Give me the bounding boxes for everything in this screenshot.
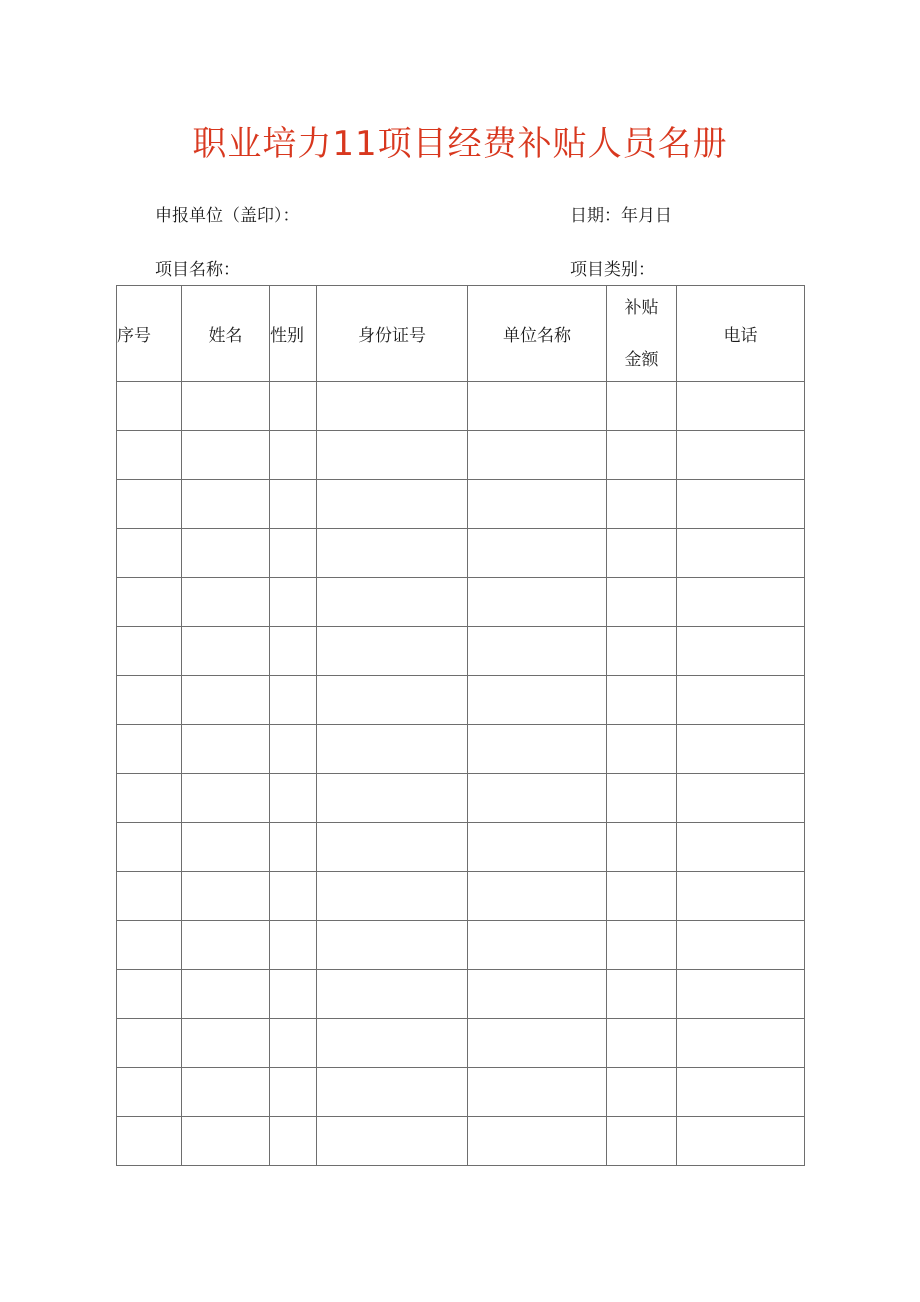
cell-gender[interactable] — [270, 1019, 317, 1068]
cell-gender[interactable] — [270, 823, 317, 872]
cell-name[interactable] — [182, 921, 270, 970]
cell-unit-name[interactable] — [468, 382, 607, 431]
cell-name[interactable] — [182, 823, 270, 872]
cell-unit-name[interactable] — [468, 676, 607, 725]
cell-id-number[interactable] — [317, 480, 468, 529]
cell-name[interactable] — [182, 774, 270, 823]
cell-name[interactable] — [182, 529, 270, 578]
table-header-row — [117, 286, 805, 382]
cell-phone[interactable] — [677, 1019, 805, 1068]
cell-phone[interactable] — [677, 529, 805, 578]
table-row — [117, 872, 805, 921]
header-phone: 电话 — [677, 286, 805, 382]
cell-unit-name[interactable] — [468, 1068, 607, 1117]
header-seq: 序号 — [117, 286, 182, 382]
table-row — [117, 529, 805, 578]
cell-id-number[interactable] — [317, 1068, 468, 1117]
cell-id-number[interactable] — [317, 1019, 468, 1068]
cell-gender[interactable] — [270, 970, 317, 1019]
cell-subsidy-amount[interactable] — [607, 1068, 677, 1117]
cell-phone[interactable] — [677, 676, 805, 725]
cell-gender[interactable] — [270, 921, 317, 970]
cell-unit-name[interactable] — [468, 872, 607, 921]
table-row — [117, 382, 805, 431]
header-unit-name: 单位名称 — [468, 286, 607, 382]
cell-subsidy-amount[interactable] — [607, 627, 677, 676]
cell-gender[interactable] — [270, 676, 317, 725]
cell-unit-name[interactable] — [468, 578, 607, 627]
cell-gender[interactable] — [270, 627, 317, 676]
cell-seq[interactable] — [117, 970, 182, 1019]
applicant-unit-label: 申报单位（盖印）： — [155, 206, 300, 226]
cell-name[interactable] — [182, 970, 270, 1019]
cell-gender[interactable] — [270, 1068, 317, 1117]
cell-phone[interactable] — [677, 480, 805, 529]
cell-gender[interactable] — [270, 480, 317, 529]
cell-gender[interactable] — [270, 774, 317, 823]
cell-seq[interactable] — [117, 1019, 182, 1068]
table-row — [117, 627, 805, 676]
cell-seq[interactable] — [117, 823, 182, 872]
header-name: 姓名 — [182, 286, 270, 382]
cell-seq[interactable] — [117, 921, 182, 970]
cell-id-number[interactable] — [317, 1117, 468, 1166]
cell-phone[interactable] — [677, 431, 805, 480]
cell-seq[interactable] — [117, 578, 182, 627]
cell-seq[interactable] — [117, 1068, 182, 1117]
cell-seq[interactable] — [117, 676, 182, 725]
header-subsidy-line2: 金额 — [624, 349, 659, 370]
header-id-number: 身份证号 — [317, 286, 468, 382]
cell-phone[interactable] — [677, 774, 805, 823]
cell-id-number[interactable] — [317, 725, 468, 774]
cell-seq[interactable] — [117, 725, 182, 774]
table-row — [117, 431, 805, 480]
cell-name[interactable] — [182, 1019, 270, 1068]
cell-gender[interactable] — [270, 431, 317, 480]
cell-subsidy-amount[interactable] — [607, 382, 677, 431]
cell-subsidy-amount[interactable] — [607, 1117, 677, 1166]
cell-id-number[interactable] — [317, 970, 468, 1019]
table-body — [117, 382, 805, 1166]
cell-seq[interactable] — [117, 872, 182, 921]
cell-subsidy-amount[interactable] — [607, 431, 677, 480]
header-gender: 性别 — [270, 286, 317, 382]
table-row — [117, 676, 805, 725]
cell-gender[interactable] — [270, 725, 317, 774]
cell-phone[interactable] — [677, 921, 805, 970]
cell-unit-name[interactable] — [468, 431, 607, 480]
cell-gender[interactable] — [270, 1117, 317, 1166]
cell-name[interactable] — [182, 1117, 270, 1166]
cell-seq[interactable] — [117, 480, 182, 529]
cell-name[interactable] — [182, 1068, 270, 1117]
cell-phone[interactable] — [677, 1068, 805, 1117]
cell-name[interactable] — [182, 872, 270, 921]
cell-phone[interactable] — [677, 627, 805, 676]
cell-unit-name[interactable] — [468, 480, 607, 529]
cell-seq[interactable] — [117, 382, 182, 431]
cell-id-number[interactable] — [317, 676, 468, 725]
cell-id-number[interactable] — [317, 823, 468, 872]
cell-subsidy-amount[interactable] — [607, 921, 677, 970]
table-row — [117, 725, 805, 774]
cell-name[interactable] — [182, 578, 270, 627]
cell-id-number[interactable] — [317, 382, 468, 431]
cell-phone[interactable] — [677, 970, 805, 1019]
cell-id-number[interactable] — [317, 872, 468, 921]
table-row — [117, 970, 805, 1019]
cell-unit-name[interactable] — [468, 823, 607, 872]
cell-name[interactable] — [182, 480, 270, 529]
table-row — [117, 1068, 805, 1117]
cell-name[interactable] — [182, 627, 270, 676]
cell-seq[interactable] — [117, 627, 182, 676]
cell-id-number[interactable] — [317, 431, 468, 480]
table-row — [117, 921, 805, 970]
cell-unit-name[interactable] — [468, 627, 607, 676]
table-row — [117, 1117, 805, 1166]
cell-seq[interactable] — [117, 1117, 182, 1166]
cell-seq[interactable] — [117, 529, 182, 578]
cell-unit-name[interactable] — [468, 529, 607, 578]
cell-subsidy-amount[interactable] — [607, 872, 677, 921]
header-subsidy-line1: 补贴 — [624, 297, 659, 318]
cell-id-number[interactable] — [317, 627, 468, 676]
cell-seq[interactable] — [117, 431, 182, 480]
cell-name[interactable] — [182, 431, 270, 480]
cell-gender[interactable] — [270, 382, 317, 431]
cell-unit-name[interactable] — [468, 725, 607, 774]
table-row — [117, 823, 805, 872]
cell-id-number[interactable] — [317, 921, 468, 970]
cell-name[interactable] — [182, 382, 270, 431]
table-row — [117, 774, 805, 823]
cell-gender[interactable] — [270, 529, 317, 578]
cell-phone[interactable] — [677, 872, 805, 921]
cell-phone[interactable] — [677, 578, 805, 627]
cell-subsidy-amount[interactable] — [607, 1019, 677, 1068]
cell-phone[interactable] — [677, 382, 805, 431]
cell-unit-name[interactable] — [468, 921, 607, 970]
cell-name[interactable] — [182, 725, 270, 774]
cell-id-number[interactable] — [317, 578, 468, 627]
project-category-label: 项目类别： — [570, 260, 655, 280]
cell-id-number[interactable] — [317, 529, 468, 578]
cell-phone[interactable] — [677, 725, 805, 774]
cell-phone[interactable] — [677, 823, 805, 872]
cell-subsidy-amount[interactable] — [607, 823, 677, 872]
cell-subsidy-amount[interactable] — [607, 676, 677, 725]
table-row — [117, 480, 805, 529]
cell-subsidy-amount[interactable] — [607, 774, 677, 823]
cell-subsidy-amount[interactable] — [607, 529, 677, 578]
cell-seq[interactable] — [117, 774, 182, 823]
cell-unit-name[interactable] — [468, 774, 607, 823]
page-title: 职业培力11项目经费补贴人员名册 — [192, 124, 728, 164]
cell-unit-name[interactable] — [468, 970, 607, 1019]
date-label: 日期：年月日 — [570, 206, 672, 226]
cell-subsidy-amount[interactable] — [607, 970, 677, 1019]
header-subsidy-amount — [607, 286, 677, 382]
project-name-label: 项目名称： — [155, 260, 240, 280]
cell-unit-name[interactable] — [468, 1019, 607, 1068]
cell-unit-name[interactable] — [468, 1117, 607, 1166]
cell-subsidy-amount[interactable] — [607, 725, 677, 774]
cell-phone[interactable] — [677, 1117, 805, 1166]
cell-name[interactable] — [182, 676, 270, 725]
table-row — [117, 1019, 805, 1068]
cell-gender[interactable] — [270, 578, 317, 627]
cell-gender[interactable] — [270, 872, 317, 921]
cell-id-number[interactable] — [317, 774, 468, 823]
table-row — [117, 578, 805, 627]
roster-table — [116, 285, 805, 1166]
cell-subsidy-amount[interactable] — [607, 480, 677, 529]
cell-subsidy-amount[interactable] — [607, 578, 677, 627]
